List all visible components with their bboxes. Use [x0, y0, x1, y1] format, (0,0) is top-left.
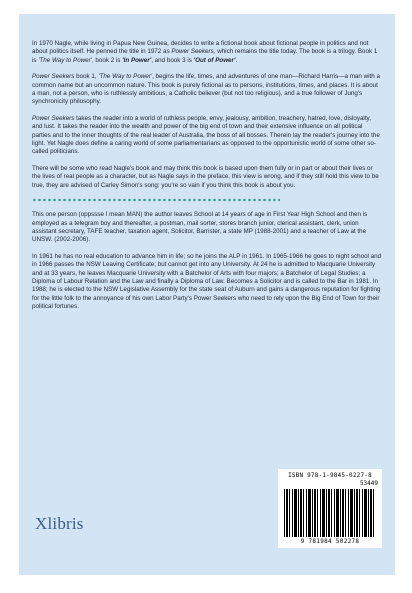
blurb-panel	[19, 14, 395, 575]
paragraph-3: Power Seekers takes the reader into a world of ruthless people, envy, jealousy, ambition, treachery, hatred, love, disloyalty, and lust. It takes the reader into the wealth and power of the big end of town and their extensive influence on all political parties and to the inner thoughts of the real leader of Australia, the boss of all bosses. Therein lay the reader's journey into the light. Yet Nagle does define a caring world of some parliamentarians as opposed to the opportunistic world of some other so-called politicians.	[32, 114, 380, 156]
paragraph-5: This one person (oppssse I mean MAN) the author leaves School at 14 years of age in First Year High School and then is employed as a telegram boy and thereafter, a postman, mail sorter, stores branch junior, clerical assistant, clerk, union assistant secretary, TAFE teacher, taxation agent, Solicitor, Barrister, a state MP (1988-2001) and a teacher of Law at the UNSW. (2002-2006).	[32, 211, 368, 244]
paragraph-2: Power Seekers book 1, 'The Way to Power', begins the life, times, and adventures of one man—Richard Harris—a man with a common name but an uncommon nature. This book is purely fictional as to persons, institutions, times, and places. It is about a man, not a person, who is ruthlessly ambitious, a Catholic believer (but not too religious), and a true follower of Jung's synchronicity philosophy.	[32, 73, 380, 106]
isbn-barcode	[278, 469, 382, 548]
price-code: 53449	[359, 480, 378, 487]
dotted-separator	[32, 198, 280, 202]
paragraph-6: In 1961 he has no real education to advance him in life; so he joins the ALP in 1961. In 1965-1966 he goes to night school and in 1966 passes the NSW Leaving Certificate; but cannot get into any University. At 24 he is admitted to Macquarie University and at 33 years, he leaves Macquarie University with a Batchelor of Arts with four majors; a Batchelor of Legal Studies; a Diploma of Labour Relation and the Law and finally a Diploma of Law. Becomes a Solicitor and is called to the Bar in 1981. In 1988; he is elected to the NSW Legislative Assembly for the state seat of Auburn and gains a dangerous reputation for fighting for the little folk to the annoyance of his own Labor Party's Power Seekers who need to rely upon the Big End of Town for their political fortunes.	[32, 252, 382, 311]
blurb-text	[32, 40, 382, 320]
publisher-logo: Xlibris	[35, 514, 84, 533]
isbn-label: ISBN 978-1-9845-0227-8	[288, 472, 372, 479]
paragraph-4: There will be some who read Nagle's book and may think this book is based upon them fully or in part or about their lives or the lives of real people as a character, but as Nagle says in the preface, this view is wrong, and if they still hold this view to be true, they are advised of Carley Simon's song: you're so vain if you think this book is about you.	[32, 164, 379, 189]
barcode-bars	[284, 489, 376, 537]
barcode-number: 9 781984 502278	[300, 538, 360, 545]
paragraph-1: In 1970 Nagle, while living in Papua New Guinea, decides to write a fictional book about fictional people in politics and not about politics itself. He penned the title in 1972 as Power Seekers, which remains the title today. The book is a trilogy. Book 1 is 'The Way to Power', book 2 is 'In Power', and book 3 is 'Out of Power'.	[32, 40, 378, 64]
